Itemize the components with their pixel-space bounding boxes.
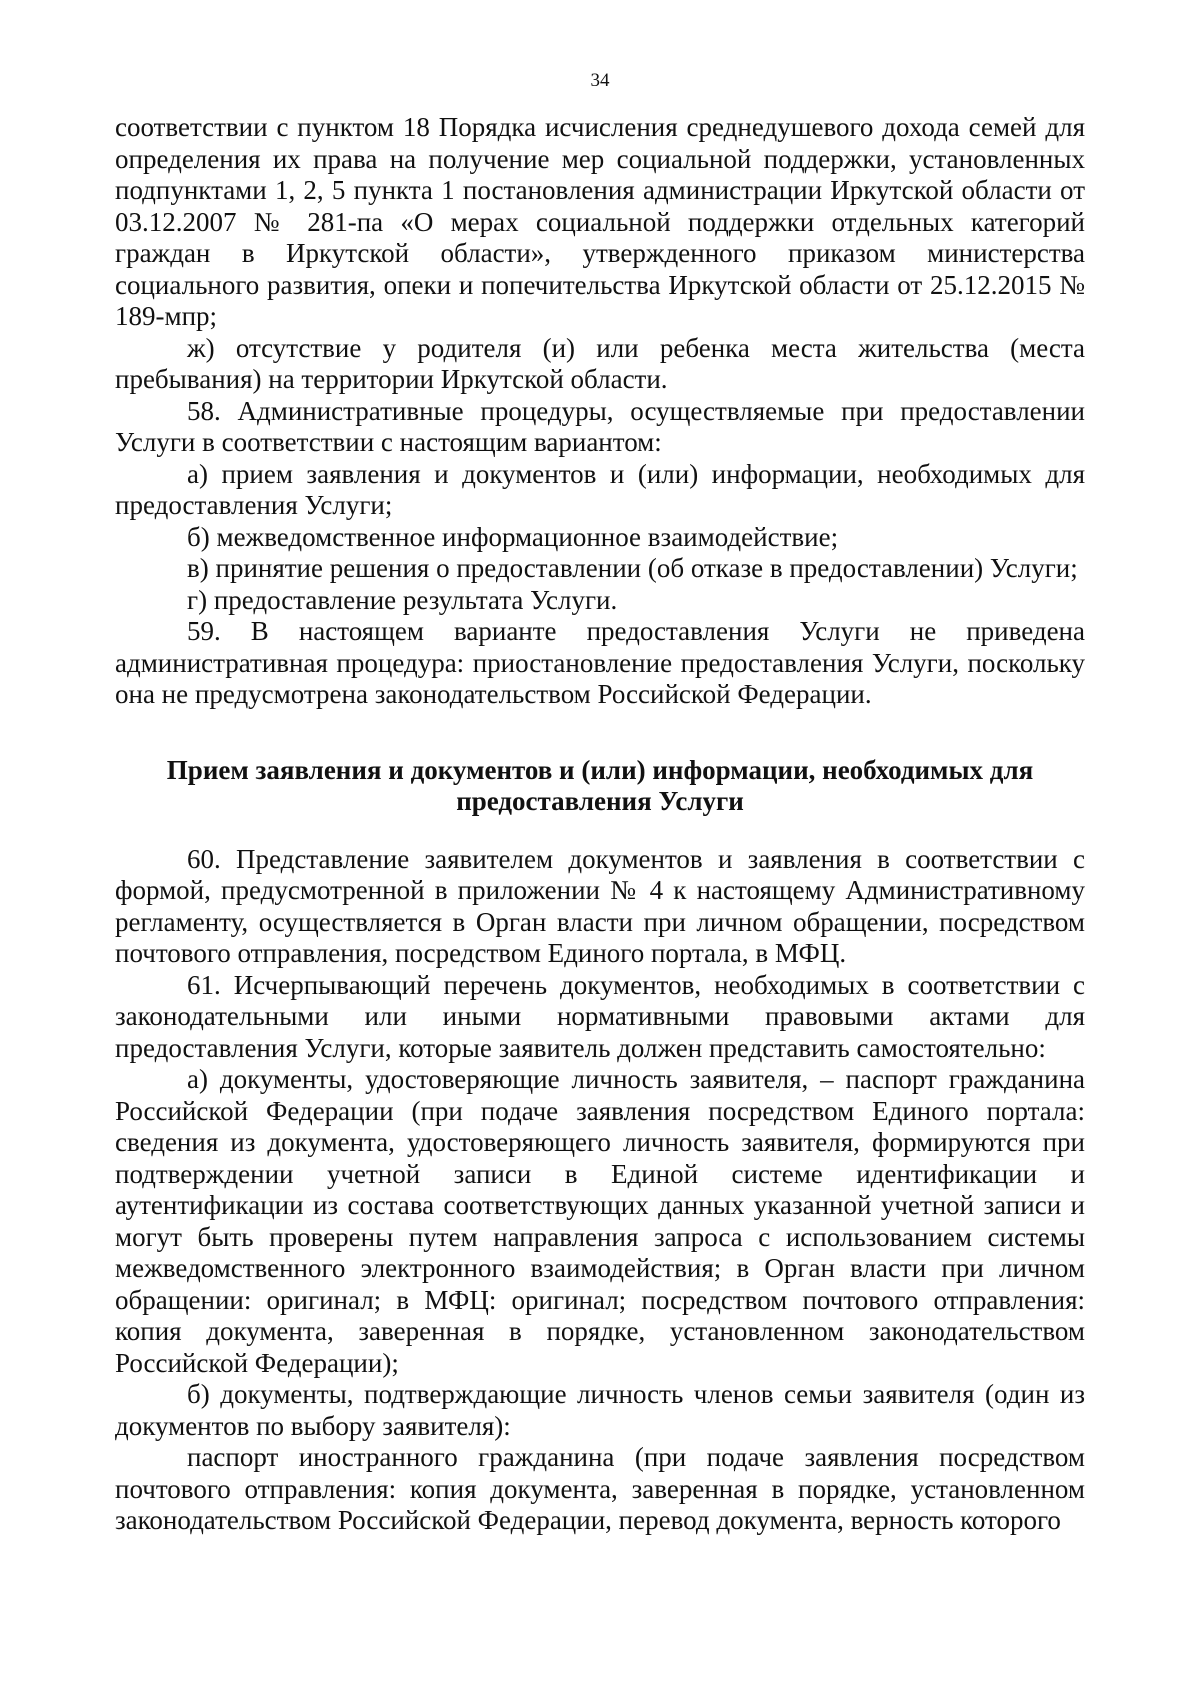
page-number: 34 <box>590 70 610 91</box>
paragraph: б) межведомственное информационное взаимодействие; <box>187 521 839 552</box>
paragraph: г) предоставление результата Услуги. <box>187 584 618 615</box>
paragraphs-before-heading <box>115 112 1085 711</box>
paragraph: а) прием заявления и документов и (или) информации, необходимых для предоставления Услуги; <box>115 458 1085 520</box>
paragraph: в) принятие решения о предоставлении (об отказе в предоставлении) Услуги; <box>187 553 1078 583</box>
paragraph: 61. Исчерпывающий перечень документов, необходимых в соответствии с законодательными или иными нормативными правовыми актами для предоставления Услуги, которые заявитель должен представить самостоятельно: <box>115 969 1085 1063</box>
section-heading: Прием заявления и документов и (или) информации, необходимых для предоставления Услуги <box>166 754 1034 816</box>
paragraphs-after-heading <box>115 844 1085 1537</box>
paragraph: ж) отсутствие у родителя (и) или ребенка места жительства (места пребывания) на территории Иркутской области. <box>115 332 1085 394</box>
document-body <box>115 112 1085 1537</box>
paragraph: соответствии с пунктом 18 Порядка исчисления среднедушевого дохода семей для определения их права на получение мер социальной поддержки, установленных подпунктами 1, 2, 5 пункта 1 постановления администрации Иркутской области от 03.12.2007 № 281-па «О мерах социальной поддержки отдельных категорий граждан в Иркутской области», утвержденного приказом министерства социального развития, опеки и попечительства Иркутской области от 25.12.2015 № 189-мпр; <box>115 112 1085 331</box>
paragraph: 59. В настоящем варианте предоставления Услуги не приведена административная процедура: приостановление предоставления Услуги, поскольку она не предусмотрена законодательством Российской Федерации. <box>115 616 1085 709</box>
paragraph: 60. Представление заявителем документов и заявления в соответствии с формой, предусмотренной в приложении № 4 к настоящему Административному регламенту, осуществляется в Орган власти при личном обращении, посредством почтового отправления, посредством Единого портала, в МФЦ. <box>115 843 1085 968</box>
paragraph: паспорт иностранного гражданина (при подаче заявления посредством почтового отправления: копия документа, заверенная в порядке, установленном законодательством Российской Федерации, перевод документа, верность которого <box>115 1442 1085 1535</box>
paragraph: б) документы, подтверждающие личность членов семьи заявителя (один из документов по выбору заявителя): <box>115 1379 1085 1441</box>
paragraph: а) документы, удостоверяющие личность заявителя, – паспорт гражданина Российской Федерации (при подаче заявления посредством Единого портала: сведения из документа, удостоверяющего личность заявителя, формируются при подтверждении учетной записи в Единой системе идентификации и аутентификации из состава соответствующих данных указанной учетной записи и могут быть проверены путем направления запроса с использованием системы межведомственного электронного взаимодействия; в Орган власти при личном обращении: оригинал; в МФЦ: оригинал; посредством почтового отправления: копия документа, заверенная в порядке, установленном законодательством Российской Федерации); <box>115 1064 1085 1378</box>
paragraph: 58. Административные процедуры, осуществляемые при предоставлении Услуги в соответствии с настоящим вариантом: <box>115 395 1085 457</box>
